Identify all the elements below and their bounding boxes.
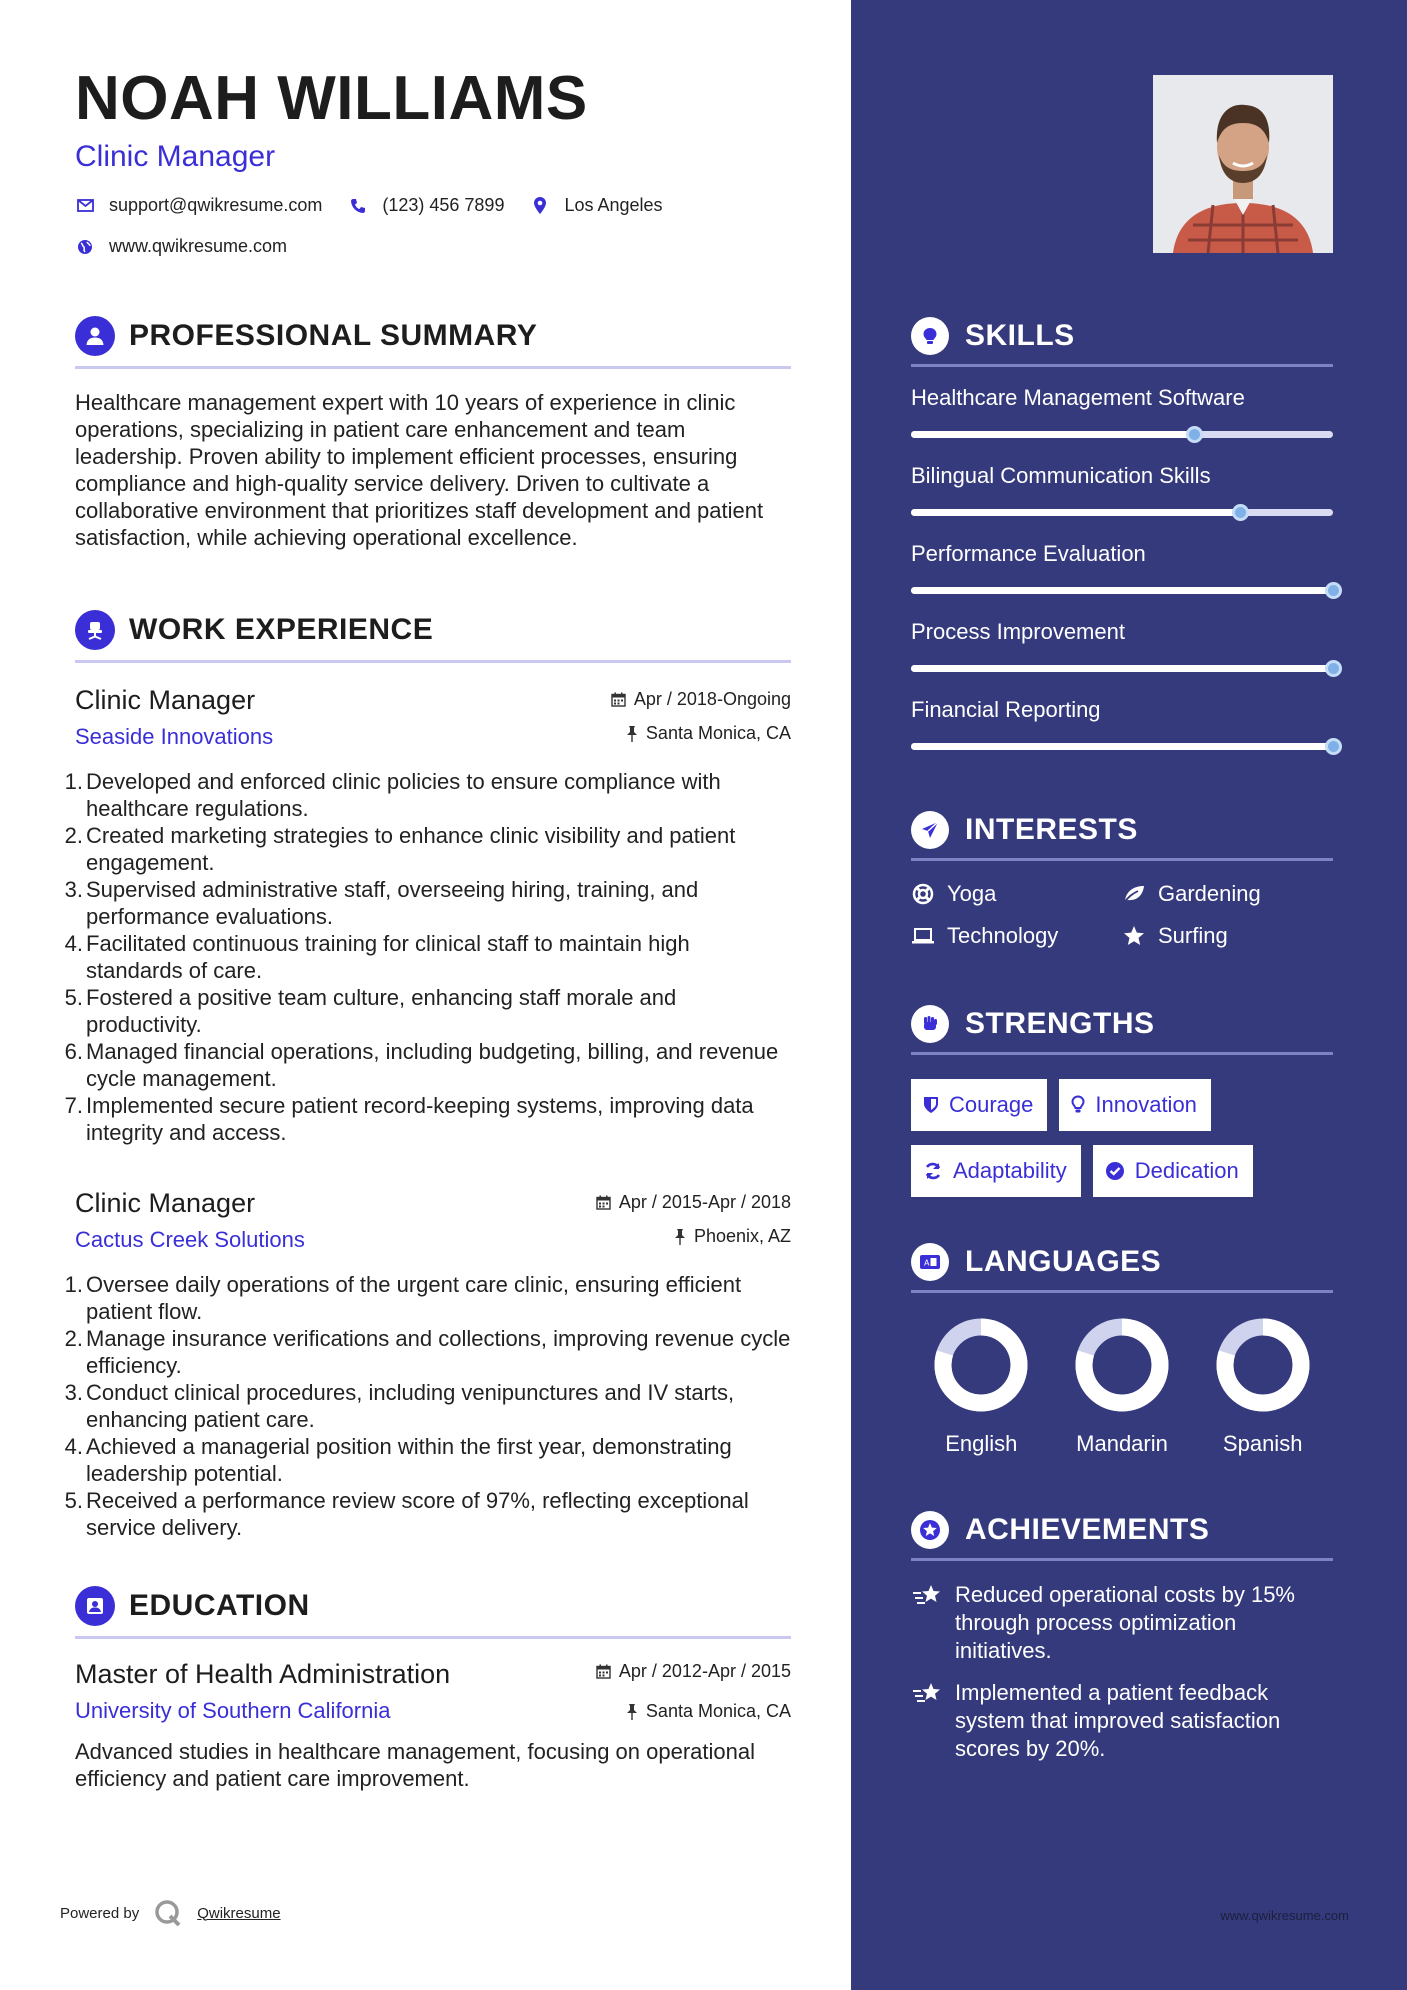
skill-slider-knob xyxy=(1325,660,1342,677)
calendar-icon xyxy=(596,1195,611,1210)
laptop-icon xyxy=(911,924,935,948)
list-item: 5. Fostered a positive team culture, enhancing staff morale and productivity. xyxy=(64,985,677,1037)
svg-text:A: A xyxy=(924,1258,930,1268)
section-divider xyxy=(911,364,1333,367)
job-bullets xyxy=(64,768,791,1146)
achievements-list xyxy=(911,1581,1333,1763)
profile-photo xyxy=(1153,75,1333,253)
skill-item xyxy=(911,619,1333,697)
strengths-heading: STRENGTHS xyxy=(965,1007,1155,1040)
language-name: English xyxy=(945,1431,1018,1456)
language-item xyxy=(911,1315,1052,1457)
list-item: 3. Supervised administrative staff, overseeing hiring, training, and performance evaluations. xyxy=(64,877,699,929)
section-divider xyxy=(911,1558,1333,1561)
interest-item: Technology xyxy=(911,923,1122,949)
job-title: Clinic Manager xyxy=(75,1188,256,1218)
section-divider xyxy=(911,858,1333,861)
footer-powered-by: Powered by Qwikresume xyxy=(60,1898,281,1928)
section-divider xyxy=(75,1636,791,1639)
school-name[interactable]: University of Southern California xyxy=(75,1698,391,1723)
skill-level-bar xyxy=(911,665,1333,672)
pushpin-icon xyxy=(626,1704,638,1720)
list-item: 6. Managed financial operations, including budgeting, billing, and revenue cycle management. xyxy=(64,1039,779,1091)
skills-heading: SKILLS xyxy=(965,319,1075,352)
job-dates: Apr / 2018-Ongoing xyxy=(611,689,791,710)
list-item: 3. Conduct clinical procedures, including venipunctures and IV starts, enhancing patient care. xyxy=(64,1380,735,1432)
job-bullets xyxy=(64,1271,791,1541)
pushpin-icon xyxy=(626,726,638,742)
education-dates: Apr / 2012-Apr / 2015 xyxy=(596,1661,791,1682)
experience-section xyxy=(64,608,791,1541)
languages-list xyxy=(911,1315,1333,1457)
star-badge-icon xyxy=(911,1511,949,1549)
candidate-name: NOAH WILLIAMS xyxy=(75,64,588,133)
language-proficiency-ring xyxy=(1213,1315,1313,1415)
strength-tag: Innovation xyxy=(1059,1079,1211,1131)
job-entry xyxy=(64,685,791,1146)
language-proficiency-ring xyxy=(931,1315,1031,1415)
education-entry xyxy=(75,1659,791,1792)
skill-item xyxy=(911,385,1333,463)
list-item: 1. Oversee daily operations of the urgent care clinic, ensuring efficient patient flow. xyxy=(64,1272,742,1324)
paper-plane-icon xyxy=(911,811,949,849)
skill-level-bar xyxy=(911,587,1333,594)
interest-item: Yoga xyxy=(911,881,1122,907)
skill-level-bar xyxy=(911,431,1333,438)
languages-heading: LANGUAGES xyxy=(965,1245,1162,1278)
language-proficiency-ring xyxy=(1072,1315,1172,1415)
shield-icon xyxy=(923,1096,939,1114)
job-entry xyxy=(64,1188,791,1541)
section-divider xyxy=(75,366,791,369)
office-chair-icon xyxy=(75,610,115,650)
skill-name: Process Improvement xyxy=(911,619,1125,644)
job-location: Phoenix, AZ xyxy=(674,1226,791,1247)
lightbulb-icon xyxy=(911,317,949,355)
check-circle-icon xyxy=(1105,1161,1125,1181)
contact-phone[interactable]: (123) 456 7899 xyxy=(382,195,505,215)
user-icon xyxy=(75,316,115,356)
list-item: 4. Achieved a managerial position within the first year, demonstrating leadership potential. xyxy=(64,1434,732,1486)
skill-slider-knob xyxy=(1232,504,1249,521)
email-icon xyxy=(75,196,95,216)
achievements-section xyxy=(911,1508,1333,1777)
language-icon xyxy=(911,1243,949,1281)
education-section xyxy=(75,1584,791,1792)
summary-text: Healthcare management expert with 10 years of experience in clinic operations, specializing in patient care enhancement and team leadership. Proven ability to implement efficient processes, ensuring compliance and high-quality service delivery. Driven to cultivate a collaborative environment that prioritizes staff development and patient satisfaction, while achieving operational excellence. xyxy=(75,390,764,550)
star-icon xyxy=(1122,924,1146,948)
strength-tag: Dedication xyxy=(1093,1145,1253,1197)
skill-name: Financial Reporting xyxy=(911,697,1101,722)
refresh-icon xyxy=(923,1161,943,1181)
summary-heading: PROFESSIONAL SUMMARY xyxy=(129,319,538,352)
skill-name: Healthcare Management Software xyxy=(911,385,1245,410)
strengths-list xyxy=(911,1079,1333,1197)
qwikresume-link[interactable]: Qwikresume xyxy=(197,1904,281,1922)
contact-row-2 xyxy=(75,236,313,257)
contact-location: Los Angeles xyxy=(564,195,663,215)
education-location: Santa Monica, CA xyxy=(626,1701,791,1722)
skill-name: Performance Evaluation xyxy=(911,541,1146,566)
job-company[interactable]: Seaside Innovations xyxy=(75,724,274,749)
skill-level-bar xyxy=(911,743,1333,750)
contact-row-1 xyxy=(75,195,689,216)
skills-list xyxy=(911,385,1333,775)
qwikresume-logo-icon xyxy=(153,1898,183,1928)
job-dates: Apr / 2015-Apr / 2018 xyxy=(596,1192,791,1213)
list-item: 4. Facilitated continuous training for clinical staff to maintain high standards of care. xyxy=(64,931,690,983)
list-item: 2. Created marketing strategies to enhance clinic visibility and patient engagement. xyxy=(64,823,736,875)
section-divider xyxy=(911,1290,1333,1293)
interest-item: Surfing xyxy=(1122,923,1333,949)
location-pin-icon xyxy=(530,196,550,216)
graduate-icon xyxy=(75,1586,115,1626)
language-name: Spanish xyxy=(1222,1431,1303,1456)
job-location: Santa Monica, CA xyxy=(626,723,791,744)
lifebuoy-icon xyxy=(911,882,935,906)
phone-icon xyxy=(348,196,368,216)
strength-tag: Courage xyxy=(911,1079,1047,1131)
strengths-section xyxy=(911,1002,1333,1197)
skill-slider-knob xyxy=(1325,738,1342,755)
language-name: Mandarin xyxy=(1076,1431,1168,1456)
skill-item xyxy=(911,697,1333,775)
skill-slider-knob xyxy=(1186,426,1203,443)
interests-heading: INTERESTS xyxy=(965,813,1138,846)
strength-tag: Adaptability xyxy=(911,1145,1081,1197)
candidate-title: Clinic Manager xyxy=(75,140,276,173)
shooting-star-icon xyxy=(911,1581,943,1665)
language-item xyxy=(1052,1315,1193,1457)
interest-item: Gardening xyxy=(1122,881,1333,907)
skill-slider-knob xyxy=(1325,582,1342,599)
interests-list xyxy=(911,881,1333,949)
section-divider xyxy=(911,1052,1333,1055)
achievements-heading: ACHIEVEMENTS xyxy=(965,1513,1210,1546)
globe-icon xyxy=(75,237,95,257)
job-title: Clinic Manager xyxy=(75,685,256,715)
languages-section xyxy=(911,1240,1333,1457)
job-company[interactable]: Cactus Creek Solutions xyxy=(75,1227,305,1252)
leaf-icon xyxy=(1122,882,1146,906)
pushpin-icon xyxy=(674,1229,686,1245)
skill-name: Bilingual Communication Skills xyxy=(911,463,1211,488)
list-item: 5. Received a performance review score of 97%, reflecting exceptional service delivery. xyxy=(64,1488,749,1540)
calendar-icon xyxy=(611,692,626,707)
shooting-star-icon xyxy=(911,1679,943,1763)
footer-site[interactable]: www.qwikresume.com xyxy=(1220,1908,1349,1923)
experience-heading: WORK EXPERIENCE xyxy=(129,613,434,646)
skill-level-bar xyxy=(911,509,1333,516)
lightbulb-icon xyxy=(1071,1095,1085,1115)
skill-item xyxy=(911,463,1333,541)
summary-section xyxy=(75,314,791,551)
interests-section xyxy=(911,808,1333,949)
achievement-item: Implemented a patient feedback system that improved satisfaction scores by 20%. xyxy=(911,1679,1333,1763)
list-item: 1. Developed and enforced clinic policies to ensure compliance with healthcare regulations. xyxy=(64,769,721,821)
education-description: Advanced studies in healthcare management, focusing on operational efficiency and patient care improvement. xyxy=(75,1739,756,1791)
calendar-icon xyxy=(596,1664,611,1679)
contact-email[interactable]: support@qwikresume.com xyxy=(109,195,323,215)
language-item xyxy=(1192,1315,1333,1457)
education-heading: EDUCATION xyxy=(129,1589,310,1622)
list-item: 2. Manage insurance verifications and collections, improving revenue cycle efficiency. xyxy=(64,1326,791,1378)
list-item: 7. Implemented secure patient record-keeping systems, improving data integrity and access. xyxy=(64,1093,754,1145)
contact-website[interactable]: www.qwikresume.com xyxy=(109,236,288,256)
fist-icon xyxy=(911,1005,949,1043)
degree-title: Master of Health Administration xyxy=(75,1659,451,1689)
skill-item xyxy=(911,541,1333,619)
skills-section xyxy=(911,314,1333,775)
achievement-item: Reduced operational costs by 15% through process optimization initiatives. xyxy=(911,1581,1333,1665)
section-divider xyxy=(75,660,791,663)
